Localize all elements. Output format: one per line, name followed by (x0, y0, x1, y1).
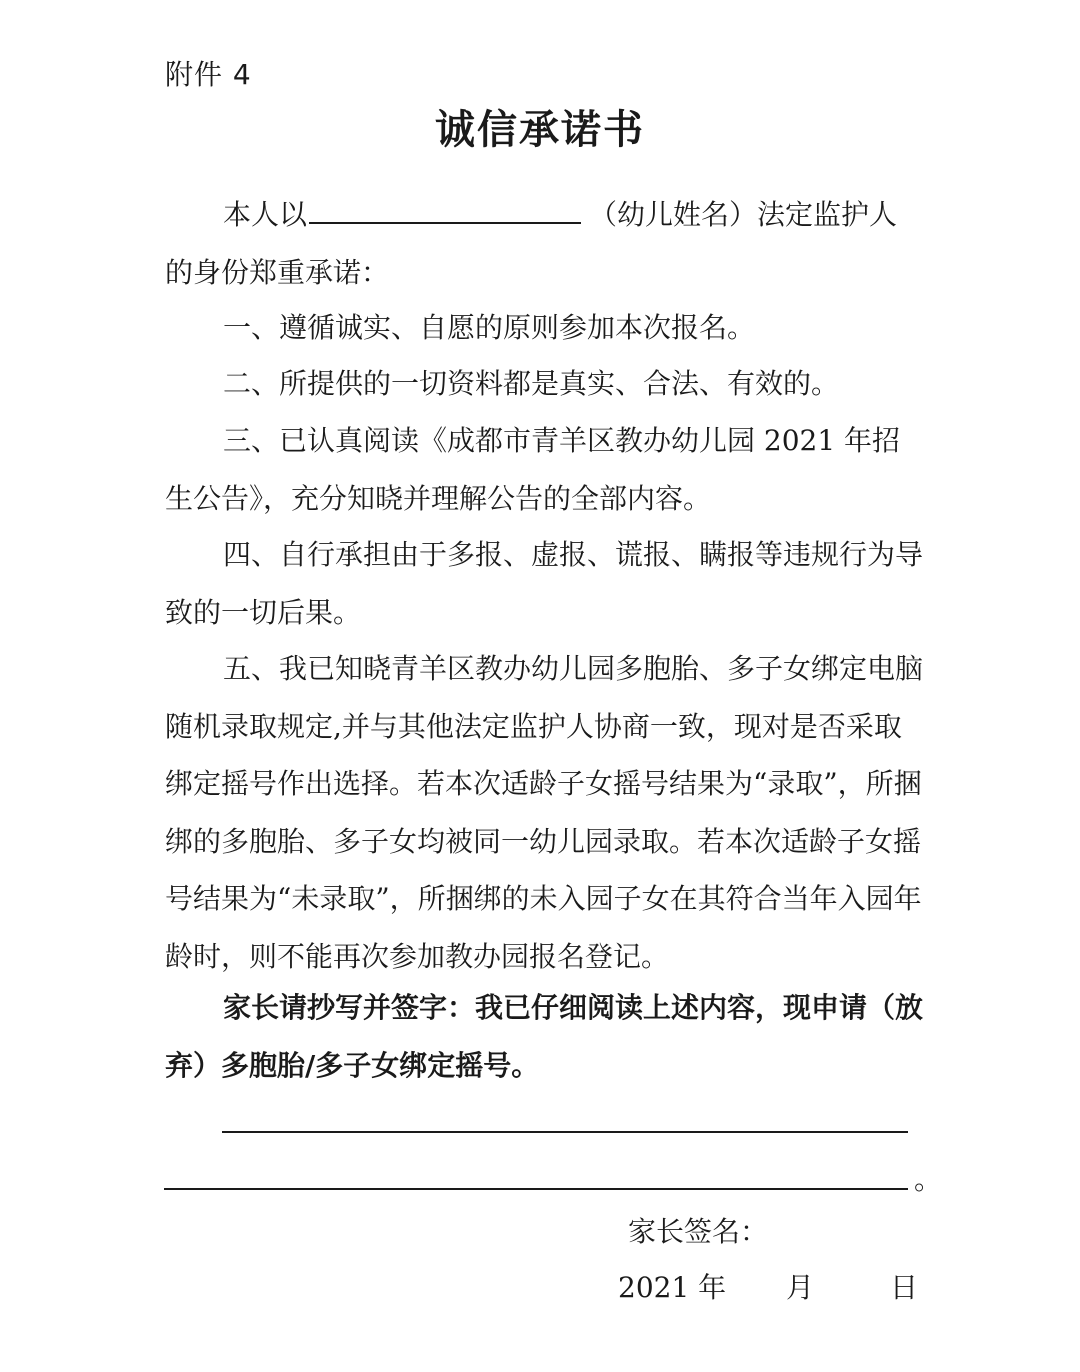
document-title: 诚信承诺书 (435, 107, 645, 153)
pledge-item-4: 四、自行承担由于多报、虚报、谎报、瞒报等违规行为导致的一切后果。 (165, 538, 924, 629)
intro-suffix: （幼儿姓名）法定监护人的身份郑重承诺： (165, 198, 898, 289)
pledge-item-1: 一、遵循诚实、自愿的原则参加本次报名。 (223, 311, 756, 344)
intro-prefix: 本人以 (223, 198, 308, 231)
copy-instruction: 家长请抄写并签字：我已仔细阅读上述内容，现申请（放弃）多胞胎/多子女绑定摇号。 (165, 991, 924, 1082)
date-month: 月 (786, 1271, 815, 1304)
intro-paragraph (165, 186, 925, 301)
copy-line-1[interactable] (222, 1131, 908, 1133)
copy-line-2[interactable] (164, 1188, 908, 1190)
end-period: 。 (914, 1163, 943, 1196)
date-line (618, 1266, 928, 1310)
pledge-item-5: 五、我已知晓青羊区教办幼儿园多胞胎、多子女绑定电脑随机录取规定,并与其他法定监护人协商一致，现对是否采取绑定摇号作出选择。若本次适龄子女摇号结果为“录取”，所捆绑的多胞胎、多子女均被同一幼儿园录取。若本次适龄子女摇号结果为“未录取”，所捆绑的未入园子女在其符合当年入园年龄时，则不能再次参加教办园报名登记。 (165, 652, 924, 973)
signature-label: 家长签名： (628, 1215, 769, 1248)
date-day: 日 (890, 1271, 919, 1304)
pledge-item-2: 二、所提供的一切资料都是真实、合法、有效的。 (223, 367, 840, 400)
date-year: 2021 年 (618, 1271, 727, 1304)
child-name-blank[interactable] (309, 200, 581, 224)
pledge-item-3: 三、已认真阅读《成都市青羊区教办幼儿园 2021 年招生公告》，充分知晓并理解公告的全部内容。 (165, 424, 901, 515)
attachment-label: 附件 4 (165, 58, 252, 91)
